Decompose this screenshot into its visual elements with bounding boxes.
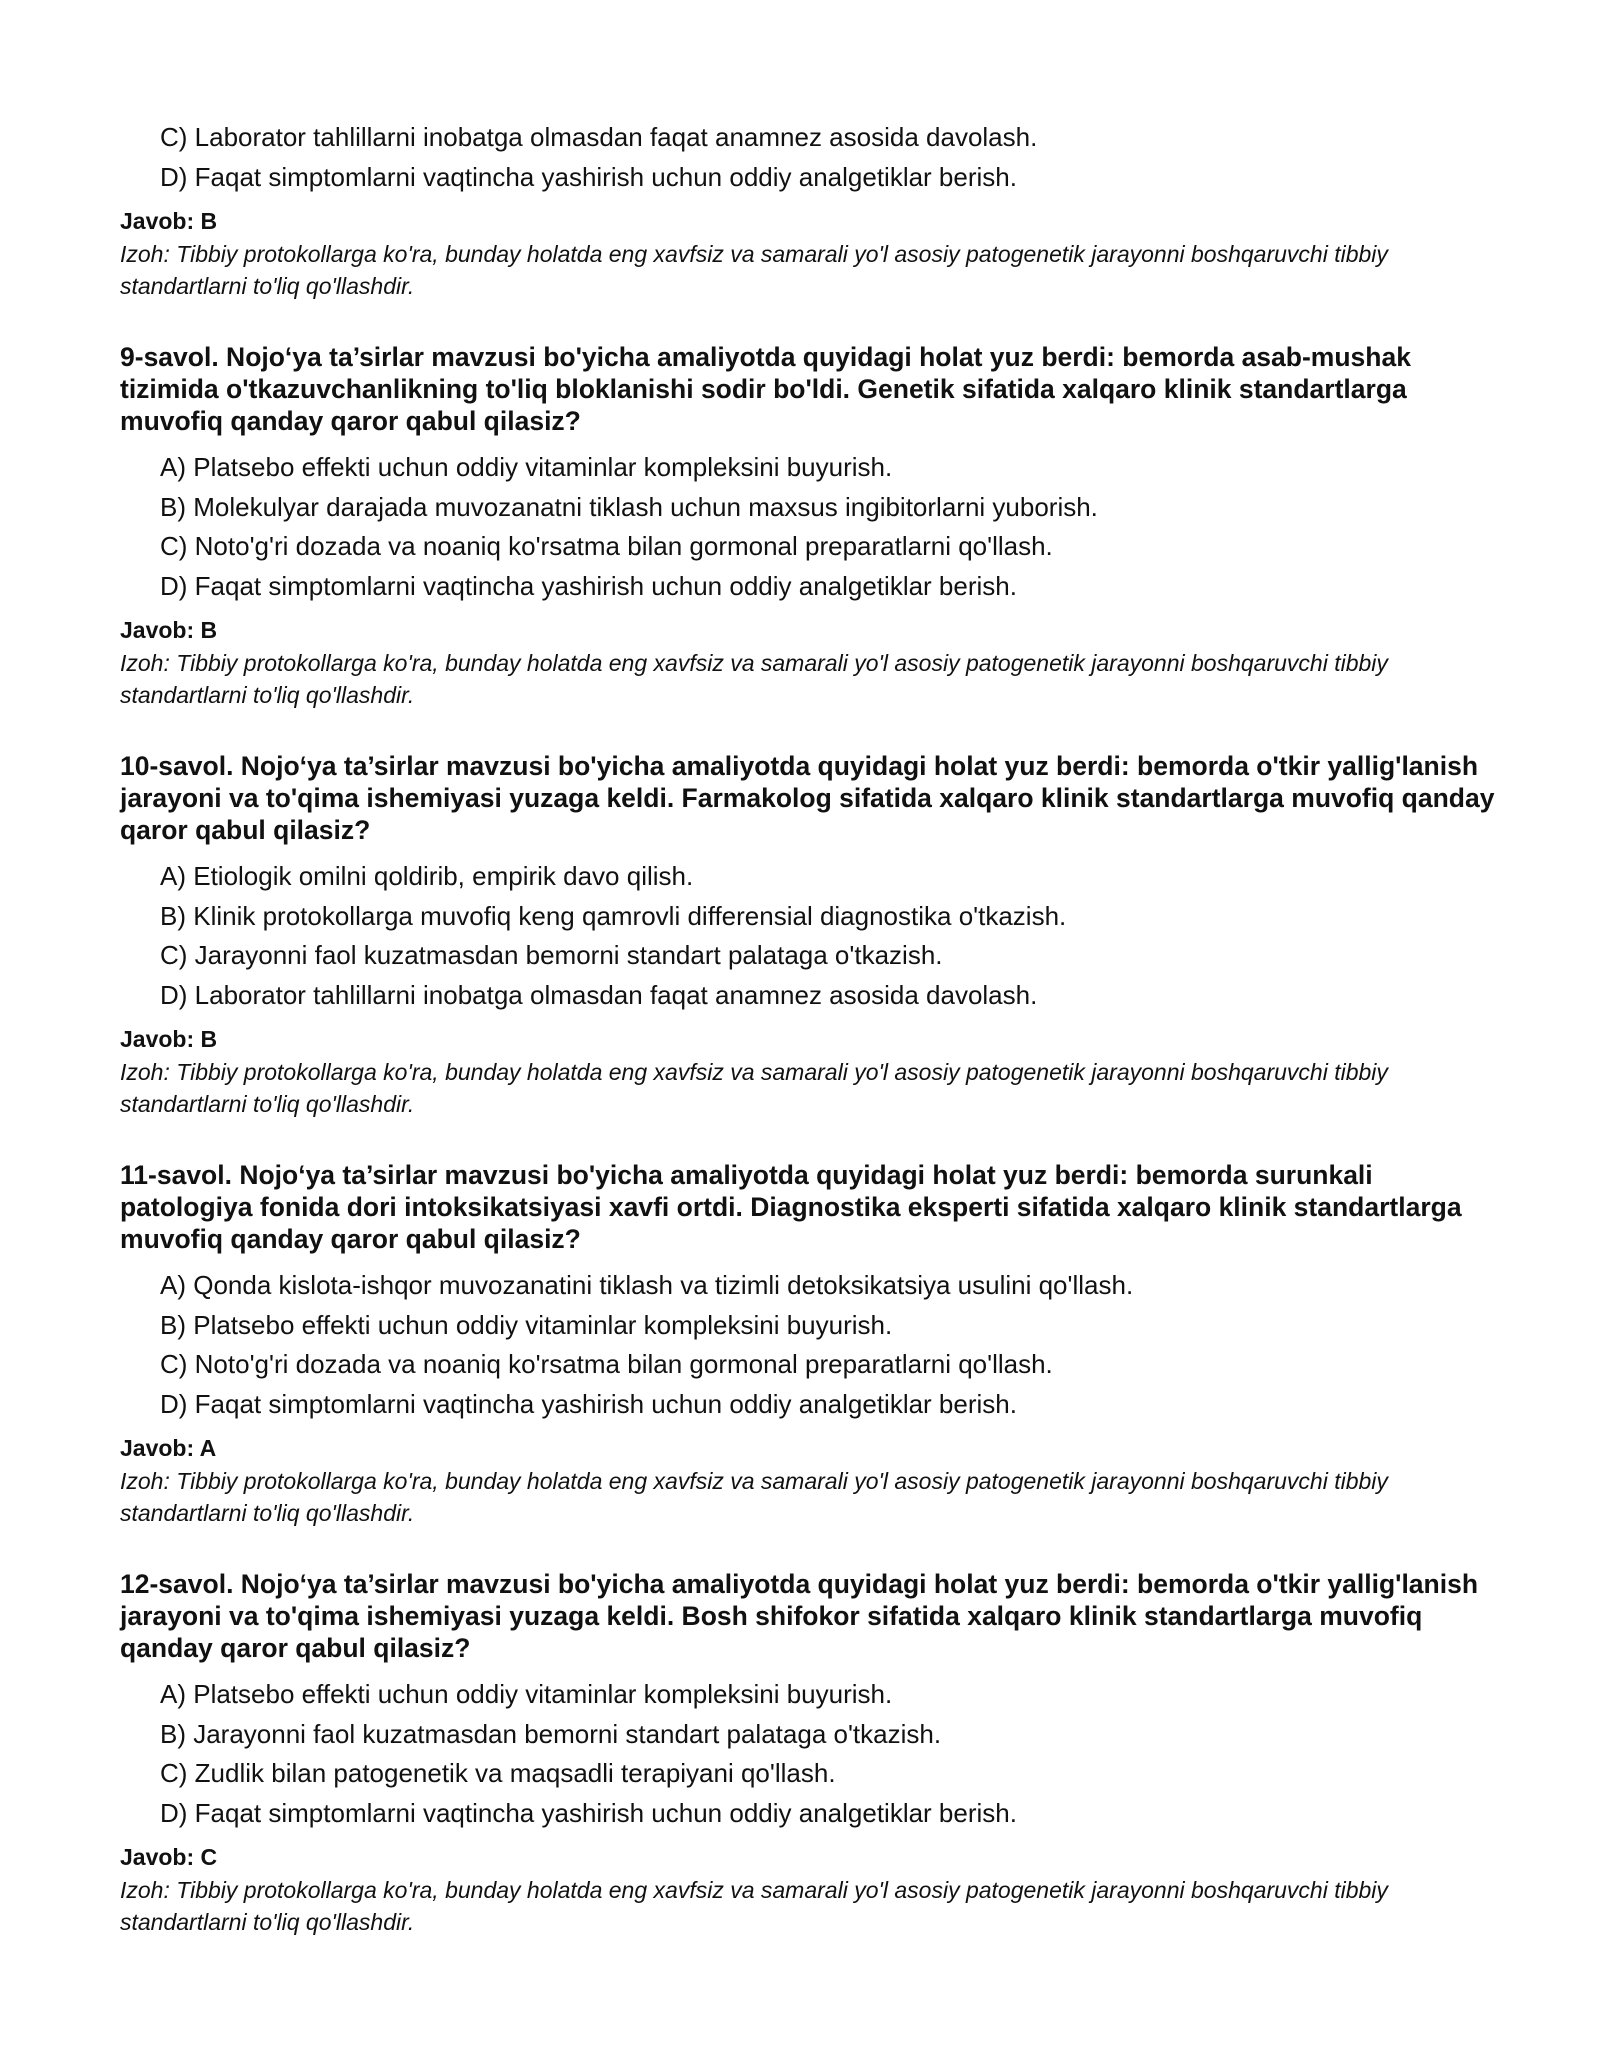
option-b: B) Platsebo effekti uchun oddiy vitaminlar kompleksini buyurish. — [160, 1309, 893, 1340]
document-page — [120, 118, 1500, 1938]
answer-label: Javob: B — [120, 617, 218, 643]
option-d: D) Faqat simptomlarni vaqtincha yashirish uchun oddiy analgetiklar berish. — [160, 570, 1017, 601]
option-a: A) Platsebo effekti uchun oddiy vitaminlar kompleksini buyurish. — [160, 1679, 893, 1709]
question-text: 9-savol. Nojo‘ya ta’sirlar mavzusi bo'yicha amaliyotda quyidagi holat yuz berdi: bemorda asab-mushak tizimida o'tkazuvchanlikning to'liq bloklanishi sodir bo'ldi. Genetik sifatida xalqaro klinik standartlarga muvofiq qanday qaror qabul qilasiz? — [120, 342, 1411, 436]
answer-label: Javob: A — [120, 1435, 217, 1461]
option-b: B) Jarayonni faol kuzatmasdan bemorni standart palataga o'tkazish. — [160, 1718, 942, 1749]
option-c: C) Noto'g'ri dozada va noaniq ko'rsatma bilan gormonal preparatlarni qo'llash. — [160, 531, 1053, 561]
option-d: D) Laborator tahlillarni inobatga olmasdan faqat anamnez asosida davolash. — [160, 979, 1038, 1010]
explanation-note: Izoh: Tibbiy protokollarga ko'ra, bunday holatda eng xavfsiz va samarali yo'l asosiy patogenetik jarayonni boshqaruvchi tibbiy standartlarni to'liq qo'llashdir. — [120, 241, 1388, 299]
explanation-note: Izoh: Tibbiy protokollarga ko'ra, bunday holatda eng xavfsiz va samarali yo'l asosiy patogenetik jarayonni boshqaruvchi tibbiy standartlarni to'liq qo'llashdir. — [120, 650, 1388, 708]
option-c: C) Jarayonni faol kuzatmasdan bemorni standart palataga o'tkazish. — [160, 940, 943, 970]
question-block-12 — [120, 1568, 1500, 1938]
explanation-note: Izoh: Tibbiy protokollarga ko'ra, bunday holatda eng xavfsiz va samarali yo'l asosiy patogenetik jarayonni boshqaruvchi tibbiy standartlarni to'liq qo'llashdir. — [120, 1059, 1388, 1117]
option-c: C) Laborator tahlillarni inobatga olmasdan faqat anamnez asosida davolash. — [160, 122, 1038, 152]
answer-label: Javob: B — [120, 1026, 218, 1052]
question-block-9 — [120, 341, 1500, 711]
option-c: C) Noto'g'ri dozada va noaniq ko'rsatma bilan gormonal preparatlarni qo'llash. — [160, 1349, 1053, 1379]
option-d: D) Faqat simptomlarni vaqtincha yashirish uchun oddiy analgetiklar berish. — [160, 1797, 1017, 1828]
answer-label: Javob: B — [120, 208, 218, 234]
option-d: D) Faqat simptomlarni vaqtincha yashirish uchun oddiy analgetiklar berish. — [160, 161, 1017, 192]
question-block-11 — [120, 1159, 1500, 1529]
question-text: 12-savol. Nojo‘ya ta’sirlar mavzusi bo'yicha amaliyotda quyidagi holat yuz berdi: bemorda o'tkir yallig'lanish jarayoni va to'qima ishemiyasi yuzaga keldi. Bosh shifokor sifatida xalqaro klinik standartlarga muvofiq qanday qaror qabul qilasiz? — [120, 1569, 1479, 1663]
option-c: C) Zudlik bilan patogenetik va maqsadli terapiyani qo'llash. — [160, 1758, 836, 1788]
option-a: A) Etiologik omilni qoldirib, empirik davo qilish. — [160, 861, 694, 891]
question-block-continued — [120, 118, 1500, 302]
explanation-note: Izoh: Tibbiy protokollarga ko'ra, bunday holatda eng xavfsiz va samarali yo'l asosiy patogenetik jarayonni boshqaruvchi tibbiy standartlarni to'liq qo'llashdir. — [120, 1877, 1388, 1935]
option-d: D) Faqat simptomlarni vaqtincha yashirish uchun oddiy analgetiklar berish. — [160, 1388, 1017, 1419]
explanation-note: Izoh: Tibbiy protokollarga ko'ra, bunday holatda eng xavfsiz va samarali yo'l asosiy patogenetik jarayonni boshqaruvchi tibbiy standartlarni to'liq qo'llashdir. — [120, 1468, 1388, 1526]
option-a: A) Platsebo effekti uchun oddiy vitaminlar kompleksini buyurish. — [160, 452, 893, 482]
option-b: B) Klinik protokollarga muvofiq keng qamrovli differensial diagnostika o'tkazish. — [160, 900, 1067, 931]
option-a: A) Qonda kislota-ishqor muvozanatini tiklash va tizimli detoksikatsiya usulini qo'llash. — [160, 1270, 1134, 1300]
question-block-10 — [120, 750, 1500, 1120]
question-text: 10-savol. Nojo‘ya ta’sirlar mavzusi bo'yicha amaliyotda quyidagi holat yuz berdi: bemorda o'tkir yallig'lanish jarayoni va to'qima ishemiyasi yuzaga keldi. Farmakolog sifatida xalqaro klinik standartlarga muvofiq qanday qaror qabul qilasiz? — [120, 751, 1495, 845]
question-text: 11-savol. Nojo‘ya ta’sirlar mavzusi bo'yicha amaliyotda quyidagi holat yuz berdi: bemorda surunkali patologiya fonida dori intoksikatsiyasi xavfi ortdi. Diagnostika eksperti sifatida xalqaro klinik standartlarga muvofiq qanday qaror qabul qilasiz? — [120, 1160, 1462, 1254]
answer-label: Javob: C — [120, 1844, 218, 1870]
option-b: B) Molekulyar darajada muvozanatni tiklash uchun maxsus ingibitorlarni yuborish. — [160, 491, 1098, 522]
